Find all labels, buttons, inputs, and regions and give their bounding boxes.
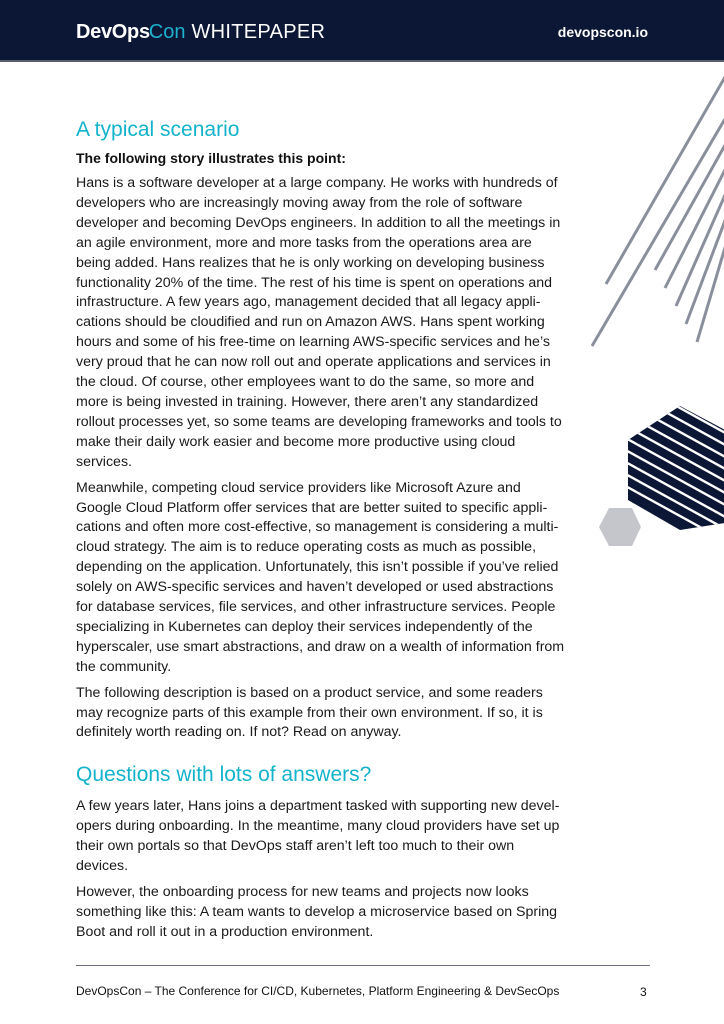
paragraph: However, the onboarding process for new teams and projects now looks something like this: A team wants to develop a microservice based on Spring Boot and roll it out in a production environment. (76, 884, 558, 940)
brand-bold: DevOps (76, 21, 150, 43)
brand-logo (76, 20, 325, 44)
section-title-questions: Questions with lots of answers? (76, 763, 372, 787)
site-url[interactable]: devopscon.io (557, 24, 648, 40)
lead-sentence: The following story illustrates this point: (76, 150, 346, 166)
gray-hexagon-icon (599, 508, 641, 546)
footer-divider (76, 965, 650, 966)
page-number: 3 (640, 985, 647, 999)
paragraph: Hans is a software developer at a large company. He works with hundreds of developers who are increasingly moving away from the role of software developer and becoming DevOps engineers. In addition to all the meetings in an agile environment, more and more tasks from the operations area are being added. Hans realizes that he is only working on developing business functionality 20% of the time. The rest of his time is spent on operations and infrastructure. A few years ago, management decided that all legacy applications should be cloudified and run on Amazon AWS. Hans spent working hours and some of his free-time on learning AWS-specific services and he’s very proud that he can now roll out and operate applications and services in the cloud. Of course, other employees want to do the same, so more and more is being invested in training. However, there aren’t any standardized rollout processes yet, so some teams are developing frameworks and tools to make their daily work easier and become more productive using cloud services. (76, 175, 562, 470)
page-header (0, 0, 724, 62)
footer-text: DevOpsCon – The Conference for CI/CD, Kubernetes, Platform Engineering & DevSecOps (76, 984, 560, 998)
brand-suffix: WHITEPAPER (191, 21, 326, 43)
diagonal-lines-icon (592, 70, 724, 346)
article-body (76, 116, 568, 949)
striped-hexagon-icon (600, 352, 724, 560)
paragraph: Meanwhile, competing cloud service providers like Microsoft Azure and Google Cloud Platform offer services that are better suited to specific applications and often more cost-effective, so management is considering a multi-cloud strategy. The aim is to reduce operating costs as much as possible, depending on the application. Unfortunately, this isn’t possible if you’ve relied solely on AWS-specific services and haven’t developed or used abstractions for database services, file services, and other infrastructure services. People specializing in Kubernetes can deploy their services independently of the hyperscaler, use smart abstractions, and draw on a wealth of information from the community. (76, 479, 565, 675)
section-title-typical-scenario: A typical scenario (76, 118, 240, 141)
paragraph: The following description is based on a product service, and some readers may recognize parts of this example from their own environment. If so, it is definitely worth reading on. If not? Read on anyway. (76, 684, 543, 741)
paragraph: A few years later, Hans joins a department tasked with supporting new developers during onboarding. In the meantime, many cloud providers have set up their own portals so that DevOps staff aren’t left too much to their own devices. (76, 798, 560, 875)
brand-accent: Con (148, 21, 186, 43)
